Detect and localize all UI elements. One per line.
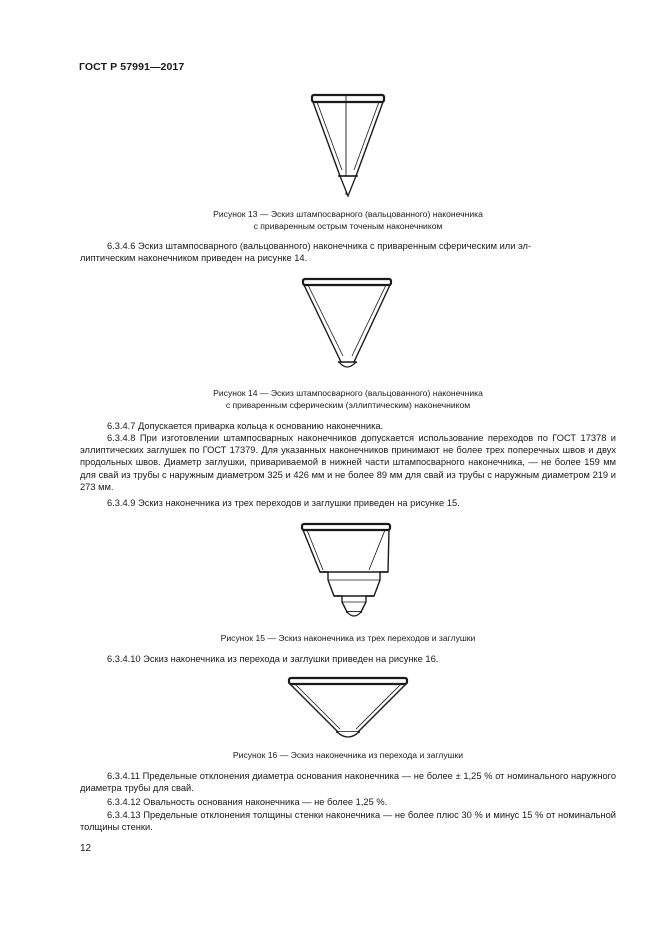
page-number: 12: [80, 843, 92, 854]
figure-13-caption-line-1: Рисунок 13 — Эскиз штампосварного (вальцованного) наконечника: [213, 209, 483, 219]
figure-13-caption-line-2: с приваренным острым точеным наконечником: [253, 221, 443, 231]
paragraph-6-3-4-12: 6.3.4.12 Овальность основания наконечника — не более 1,25 %.: [107, 797, 388, 807]
paragraph-6-3-4-11: 6.3.4.11 Предельные отклонения диаметра основания наконечника — не более ± 1,25 % от номинального наружного диаметра трубы для свай.: [80, 771, 616, 794]
figure-15-caption: Рисунок 15 — Эскиз наконечника из трех переходов и заглушки: [220, 633, 476, 643]
figure-15-drawing: [298, 520, 398, 624]
figure-13-drawing: [300, 92, 396, 200]
paragraph-6-3-4-9: 6.3.4.9 Эскиз наконечника из трех переходов и заглушки приведен на рисунке 15.: [107, 498, 460, 508]
paragraph-6-3-4-10: 6.3.4.10 Эскиз наконечника из перехода и заглушки приведен на рисунке 16.: [107, 654, 439, 664]
document-header: ГОСТ Р 57991—2017: [79, 61, 185, 73]
paragraph-6-3-4-7: 6.3.4.7 Допускается приварка кольца к основанию наконечника.: [107, 421, 384, 431]
paragraph-6-3-4-8: 6.3.4.8 При изготовлении штампосварных наконечников допускается использование переходов по ГОСТ 17378 и эллиптических заглушек по ГОСТ 17379. Для указанных наконечников принимают не более трех поперечных швов и двух продольных швов. Диаметр заглушки, привариваемой в нижней части штампосварного наконечника, — не более 159 мм для свай из трубы с наружным диаметром 325 и 426 мм и не более 89 мм для свай из трубы с наружным диаметром 219 и 273 мм.: [80, 433, 616, 492]
figure-14-drawing: [298, 276, 398, 376]
figure-16-caption: Рисунок 16 — Эскиз наконечника из перехода и заглушки: [232, 750, 464, 760]
paragraph-6-3-4-13: 6.3.4.13 Предельные отклонения толщины стенки наконечника — не более плюс 30 % и минус 15 % от номинальной толщины стенки.: [80, 810, 616, 833]
paragraph-6-3-4-6-line-1: 6.3.4.6 Эскиз штампосварного (вальцованного) наконечника с приваренным сферическим или эл-: [107, 241, 532, 251]
figure-14-caption-line-2: с приваренным сферическим (эллиптическим) наконечником: [225, 400, 471, 410]
paragraph-6-3-4-6-line-2: липтическим наконечником приведен на рисунке 14.: [80, 253, 308, 263]
figure-14-caption-line-1: Рисунок 14 — Эскиз штампосварного (вальцованного) наконечника: [213, 388, 483, 398]
figure-16-drawing: [286, 674, 410, 746]
